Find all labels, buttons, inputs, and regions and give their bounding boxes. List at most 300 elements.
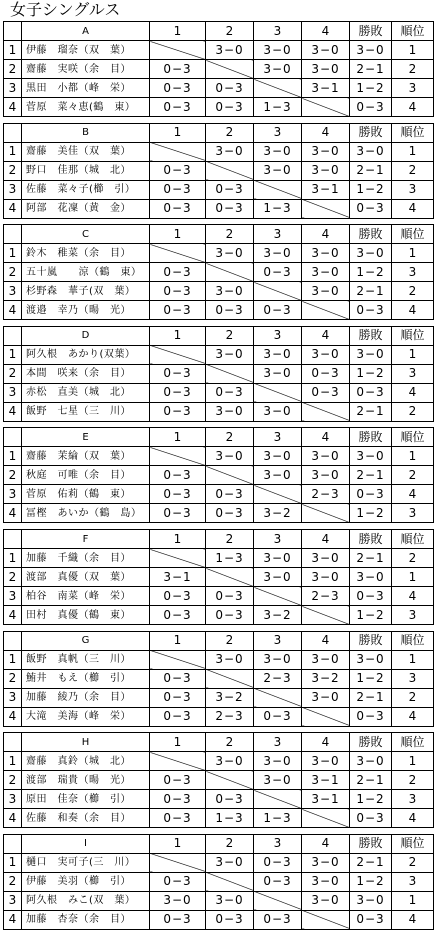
self-match-diagonal	[302, 98, 350, 117]
player-name: 飯野 真帆（三 川）	[22, 650, 150, 669]
group-c-block	[3, 224, 433, 320]
match-score: 3−0	[302, 60, 350, 79]
self-match-diagonal	[150, 142, 206, 161]
player-name: 秋庭 可唯（余 目）	[22, 466, 150, 485]
match-score: 0−3	[150, 98, 206, 117]
match-score: 3−0	[302, 549, 350, 568]
player-number: 2	[4, 263, 22, 282]
self-match-diagonal	[206, 263, 254, 282]
self-match-diagonal	[206, 568, 254, 587]
league-table	[3, 21, 434, 117]
table-row	[4, 383, 434, 402]
group-letter: C	[22, 225, 150, 244]
player-name: 齋藤 茉綸（双 葉）	[22, 447, 150, 466]
win-loss: 0−3	[350, 98, 392, 117]
table-row	[4, 669, 434, 688]
player-number: 1	[4, 345, 22, 364]
player-number: 1	[4, 853, 22, 872]
league-table	[3, 834, 434, 930]
header-blank	[4, 530, 22, 549]
player-number: 1	[4, 650, 22, 669]
match-score: 0−3	[150, 301, 206, 320]
group-letter: H	[22, 733, 150, 752]
self-match-diagonal	[206, 669, 254, 688]
win-loss: 0−3	[350, 707, 392, 726]
match-score: 3−2	[254, 606, 302, 625]
rank-header: 順位	[392, 530, 434, 549]
rank: 3	[392, 606, 434, 625]
match-score: 0−3	[206, 790, 254, 809]
match-score: 1−3	[254, 809, 302, 828]
match-score: 0−3	[206, 606, 254, 625]
table-row	[4, 301, 434, 320]
match-score: 1−3	[206, 549, 254, 568]
player-number: 3	[4, 485, 22, 504]
table-row	[4, 79, 434, 98]
match-score: 3−0	[302, 161, 350, 180]
match-score: 0−3	[254, 263, 302, 282]
win-loss: 0−3	[350, 910, 392, 929]
player-name: 阿部 花凜（黄 金）	[22, 199, 150, 218]
player-number: 4	[4, 606, 22, 625]
match-score: 0−3	[150, 872, 206, 891]
match-score: 0−3	[254, 872, 302, 891]
win-loss: 0−3	[350, 485, 392, 504]
rank: 3	[392, 364, 434, 383]
match-score: 3−0	[302, 41, 350, 60]
column-header: 1	[150, 530, 206, 549]
player-name: 菅原 佑莉（鶴 東）	[22, 485, 150, 504]
match-score: 0−3	[150, 282, 206, 301]
group-letter: D	[22, 326, 150, 345]
player-number: 4	[4, 910, 22, 929]
rank-header: 順位	[392, 631, 434, 650]
player-number: 1	[4, 142, 22, 161]
win-loss-header: 勝敗	[350, 225, 392, 244]
player-name: 加藤 杏奈（余 目）	[22, 910, 150, 929]
column-header: 1	[150, 834, 206, 853]
player-name: 冨樫 あいか（鶴 島）	[22, 504, 150, 523]
column-header: 3	[254, 428, 302, 447]
self-match-diagonal	[150, 650, 206, 669]
table-row	[4, 447, 434, 466]
column-header: 2	[206, 225, 254, 244]
match-score: 3−0	[302, 891, 350, 910]
match-score: 3−0	[254, 345, 302, 364]
rank: 1	[392, 891, 434, 910]
match-score: 3−1	[302, 771, 350, 790]
win-loss: 2−1	[350, 549, 392, 568]
column-header: 4	[302, 834, 350, 853]
player-number: 4	[4, 301, 22, 320]
player-name: 齋藤 美佳（双 葉）	[22, 142, 150, 161]
match-score: 0−3	[150, 364, 206, 383]
self-match-diagonal	[150, 345, 206, 364]
header-blank	[4, 834, 22, 853]
header-row	[4, 428, 434, 447]
match-score: 3−0	[302, 688, 350, 707]
match-score: 0−3	[206, 301, 254, 320]
self-match-diagonal	[150, 549, 206, 568]
rank: 2	[392, 771, 434, 790]
match-score: 0−3	[150, 383, 206, 402]
league-table	[3, 631, 434, 727]
player-number: 4	[4, 199, 22, 218]
player-number: 1	[4, 41, 22, 60]
column-header: 2	[206, 428, 254, 447]
match-score: 3−1	[302, 790, 350, 809]
player-name: 渡邉 幸乃（暘 光）	[22, 301, 150, 320]
column-header: 1	[150, 123, 206, 142]
match-score: 0−3	[150, 79, 206, 98]
player-name: 田村 真優（鶴 東）	[22, 606, 150, 625]
self-match-diagonal	[254, 79, 302, 98]
player-name: 佐藤 菜々子(櫛 引）	[22, 180, 150, 199]
player-name: 加藤 綾乃（余 目）	[22, 688, 150, 707]
match-score: 0−3	[254, 910, 302, 929]
table-row	[4, 41, 434, 60]
player-number: 4	[4, 707, 22, 726]
match-score: 3−1	[302, 79, 350, 98]
player-name: 赤松 直美（城 北）	[22, 383, 150, 402]
match-score: 3−0	[206, 345, 254, 364]
win-loss: 3−0	[350, 891, 392, 910]
column-header: 1	[150, 326, 206, 345]
match-score: 3−0	[254, 142, 302, 161]
rank-header: 順位	[392, 326, 434, 345]
self-match-diagonal	[302, 402, 350, 421]
column-header: 3	[254, 123, 302, 142]
match-score: 3−0	[302, 568, 350, 587]
player-number: 3	[4, 688, 22, 707]
rank: 2	[392, 60, 434, 79]
rank: 3	[392, 79, 434, 98]
win-loss: 1−2	[350, 872, 392, 891]
player-name: 大滝 美海（峰 栄）	[22, 707, 150, 726]
match-score: 3−0	[302, 142, 350, 161]
table-row	[4, 688, 434, 707]
table-row	[4, 587, 434, 606]
match-score: 0−3	[150, 161, 206, 180]
win-loss: 1−2	[350, 364, 392, 383]
header-row	[4, 631, 434, 650]
rank: 2	[392, 466, 434, 485]
column-header: 3	[254, 733, 302, 752]
match-score: 0−3	[150, 790, 206, 809]
table-row	[4, 364, 434, 383]
column-header: 3	[254, 530, 302, 549]
match-score: 0−3	[206, 485, 254, 504]
win-loss-header: 勝敗	[350, 631, 392, 650]
group-f-block	[3, 529, 433, 625]
table-row	[4, 752, 434, 771]
match-score: 1−3	[206, 809, 254, 828]
match-score: 3−0	[206, 891, 254, 910]
match-score: 2−3	[254, 669, 302, 688]
self-match-diagonal	[254, 587, 302, 606]
match-score: 0−3	[206, 180, 254, 199]
table-row	[4, 606, 434, 625]
match-score: 3−0	[254, 549, 302, 568]
table-row	[4, 199, 434, 218]
column-header: 2	[206, 631, 254, 650]
player-number: 3	[4, 383, 22, 402]
win-loss: 1−2	[350, 180, 392, 199]
column-header: 4	[302, 530, 350, 549]
match-score: 0−3	[206, 910, 254, 929]
table-row	[4, 771, 434, 790]
match-score: 0−3	[150, 669, 206, 688]
player-name: 齋藤 真鈴（城 北）	[22, 752, 150, 771]
player-number: 1	[4, 549, 22, 568]
player-number: 2	[4, 669, 22, 688]
match-score: 0−3	[302, 364, 350, 383]
player-name: 野口 佳那（城 北）	[22, 161, 150, 180]
win-loss: 3−0	[350, 752, 392, 771]
table-row	[4, 98, 434, 117]
match-score: 3−0	[254, 244, 302, 263]
match-score: 0−3	[206, 504, 254, 523]
self-match-diagonal	[150, 447, 206, 466]
player-name: 五十嵐 涼（鶴 東）	[22, 263, 150, 282]
rank: 3	[392, 790, 434, 809]
win-loss: 3−0	[350, 142, 392, 161]
player-name: 鮪井 もえ（櫛 引）	[22, 669, 150, 688]
table-row	[4, 790, 434, 809]
table-row	[4, 549, 434, 568]
rank-header: 順位	[392, 428, 434, 447]
self-match-diagonal	[302, 199, 350, 218]
player-number: 3	[4, 282, 22, 301]
rank: 3	[392, 872, 434, 891]
league-table	[3, 529, 434, 625]
win-loss: 3−0	[350, 41, 392, 60]
player-number: 3	[4, 180, 22, 199]
table-row	[4, 650, 434, 669]
rank-header: 順位	[392, 22, 434, 41]
self-match-diagonal	[302, 809, 350, 828]
column-header: 3	[254, 631, 302, 650]
match-score: 0−3	[150, 688, 206, 707]
match-score: 0−3	[150, 771, 206, 790]
match-score: 0−3	[150, 199, 206, 218]
league-table	[3, 326, 434, 422]
match-score: 3−0	[206, 41, 254, 60]
win-loss: 0−3	[350, 587, 392, 606]
rank-header: 順位	[392, 123, 434, 142]
match-score: 3−0	[254, 568, 302, 587]
match-score: 3−0	[254, 771, 302, 790]
table-row	[4, 180, 434, 199]
match-score: 3−0	[254, 402, 302, 421]
column-header: 4	[302, 428, 350, 447]
player-name: 阿久根 みこ(双 葉）	[22, 891, 150, 910]
match-score: 3−0	[254, 161, 302, 180]
column-header: 4	[302, 326, 350, 345]
player-number: 2	[4, 466, 22, 485]
win-loss: 3−0	[350, 650, 392, 669]
player-name: 本間 咲来（余 目）	[22, 364, 150, 383]
match-score: 3−0	[206, 752, 254, 771]
match-score: 0−3	[302, 383, 350, 402]
win-loss: 1−2	[350, 790, 392, 809]
match-score: 3−2	[254, 504, 302, 523]
rank: 1	[392, 568, 434, 587]
self-match-diagonal	[254, 891, 302, 910]
rank-header: 順位	[392, 225, 434, 244]
rank: 1	[392, 345, 434, 364]
player-name: 菅原 菜々恵(鶴 東）	[22, 98, 150, 117]
player-number: 3	[4, 79, 22, 98]
player-name: 樋口 実可子(三 川）	[22, 853, 150, 872]
win-loss: 3−0	[350, 345, 392, 364]
match-score: 3−0	[302, 752, 350, 771]
win-loss-header: 勝敗	[350, 123, 392, 142]
self-match-diagonal	[254, 383, 302, 402]
match-score: 1−3	[254, 199, 302, 218]
player-name: 阿久根 あかり(双葉）	[22, 345, 150, 364]
rank-header: 順位	[392, 834, 434, 853]
win-loss: 2−1	[350, 466, 392, 485]
column-header: 1	[150, 733, 206, 752]
match-score: 3−0	[150, 891, 206, 910]
header-blank	[4, 123, 22, 142]
match-score: 3−0	[254, 447, 302, 466]
column-header: 4	[302, 733, 350, 752]
rank: 1	[392, 447, 434, 466]
table-row	[4, 244, 434, 263]
group-letter: F	[22, 530, 150, 549]
match-score: 0−3	[150, 402, 206, 421]
win-loss-header: 勝敗	[350, 530, 392, 549]
table-row	[4, 402, 434, 421]
rank: 4	[392, 485, 434, 504]
rank: 2	[392, 549, 434, 568]
win-loss-header: 勝敗	[350, 733, 392, 752]
match-score: 3−0	[206, 244, 254, 263]
self-match-diagonal	[150, 853, 206, 872]
match-score: 3−0	[206, 853, 254, 872]
page-title: 女子シングルス	[10, 0, 121, 19]
win-loss: 0−3	[350, 383, 392, 402]
header-blank	[4, 733, 22, 752]
self-match-diagonal	[302, 606, 350, 625]
column-header: 1	[150, 225, 206, 244]
player-number: 2	[4, 872, 22, 891]
header-row	[4, 530, 434, 549]
match-score: 0−3	[206, 587, 254, 606]
player-number: 4	[4, 402, 22, 421]
self-match-diagonal	[150, 41, 206, 60]
column-header: 2	[206, 733, 254, 752]
match-score: 0−3	[150, 504, 206, 523]
match-score: 3−0	[302, 282, 350, 301]
rank: 1	[392, 41, 434, 60]
player-number: 3	[4, 587, 22, 606]
player-name: 渡部 瑞貴（暘 光）	[22, 771, 150, 790]
self-match-diagonal	[206, 771, 254, 790]
match-score: 3−1	[302, 180, 350, 199]
column-header: 4	[302, 631, 350, 650]
win-loss: 2−1	[350, 161, 392, 180]
rank: 4	[392, 809, 434, 828]
table-row	[4, 60, 434, 79]
table-row	[4, 853, 434, 872]
win-loss: 2−1	[350, 282, 392, 301]
player-name: 加藤 千織（余 目）	[22, 549, 150, 568]
match-score: 0−3	[150, 606, 206, 625]
match-score: 3−0	[302, 345, 350, 364]
player-name: 柏谷 南菜（峰 栄）	[22, 587, 150, 606]
group-letter: E	[22, 428, 150, 447]
player-number: 3	[4, 891, 22, 910]
match-score: 0−3	[150, 466, 206, 485]
group-a-block	[3, 21, 433, 117]
table-row	[4, 809, 434, 828]
group-letter: I	[22, 834, 150, 853]
match-score: 0−3	[254, 707, 302, 726]
column-header: 3	[254, 225, 302, 244]
player-name: 黒田 小都（峰 栄）	[22, 79, 150, 98]
match-score: 3−0	[254, 60, 302, 79]
group-i-block	[3, 834, 433, 930]
player-number: 4	[4, 809, 22, 828]
rank: 2	[392, 282, 434, 301]
win-loss: 2−1	[350, 402, 392, 421]
win-loss: 2−1	[350, 771, 392, 790]
player-name: 飯野 七星（三 川）	[22, 402, 150, 421]
self-match-diagonal	[150, 752, 206, 771]
win-loss: 3−0	[350, 244, 392, 263]
match-score: 2−3	[302, 587, 350, 606]
group-d-block	[3, 326, 433, 422]
match-score: 3−0	[302, 263, 350, 282]
table-row	[4, 891, 434, 910]
table-row	[4, 485, 434, 504]
rank: 4	[392, 199, 434, 218]
header-blank	[4, 225, 22, 244]
rank: 4	[392, 587, 434, 606]
self-match-diagonal	[206, 161, 254, 180]
header-row	[4, 326, 434, 345]
column-header: 1	[150, 22, 206, 41]
match-score: 3−2	[302, 669, 350, 688]
table-row	[4, 345, 434, 364]
player-number: 2	[4, 364, 22, 383]
league-table	[3, 427, 434, 523]
player-name: 渡部 真優（双 葉）	[22, 568, 150, 587]
header-blank	[4, 326, 22, 345]
group-letter: B	[22, 123, 150, 142]
self-match-diagonal	[254, 485, 302, 504]
match-score: 1−3	[254, 98, 302, 117]
match-score: 2−3	[206, 707, 254, 726]
self-match-diagonal	[302, 301, 350, 320]
player-number: 2	[4, 568, 22, 587]
table-row	[4, 282, 434, 301]
self-match-diagonal	[254, 688, 302, 707]
column-header: 3	[254, 22, 302, 41]
table-row	[4, 910, 434, 929]
match-score: 0−3	[150, 910, 206, 929]
self-match-diagonal	[206, 872, 254, 891]
match-score: 0−3	[206, 199, 254, 218]
match-score: 3−0	[254, 466, 302, 485]
group-h-block	[3, 732, 433, 828]
match-score: 3−0	[206, 447, 254, 466]
match-score: 3−0	[206, 650, 254, 669]
league-table	[3, 732, 434, 828]
